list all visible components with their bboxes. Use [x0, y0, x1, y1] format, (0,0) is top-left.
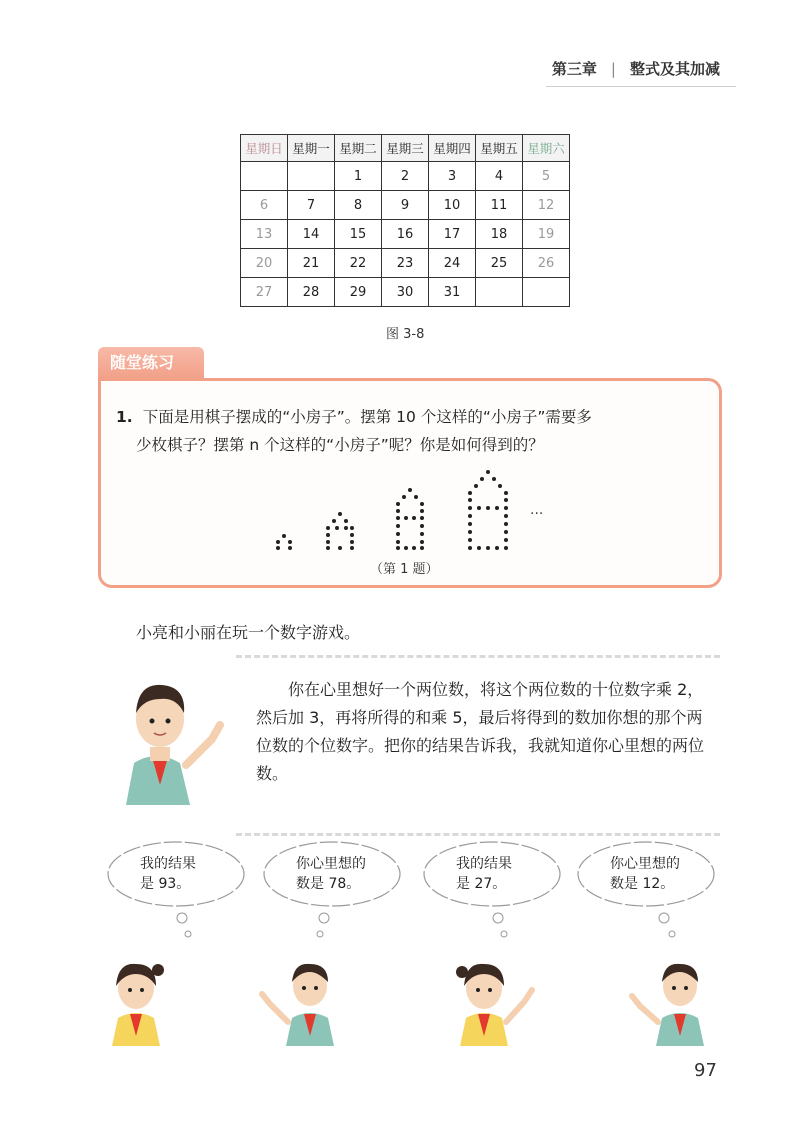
question-text-line1: 下面是用棋子摆成的“小房子”。摆第 10 个这样的“小房子”需要多: [142, 408, 592, 426]
calendar-row: [241, 278, 570, 307]
bubble-text-line1: 我的结果: [456, 856, 512, 872]
calendar-cell: [523, 278, 570, 307]
calendar-header-cell: 星期一: [288, 135, 335, 162]
intro-text: 小亮和小丽在玩一个数字游戏。: [136, 623, 361, 642]
calendar-cell: [241, 162, 288, 191]
calendar-cell: 11: [476, 191, 523, 220]
house-1: [276, 534, 292, 550]
calendar-header-row: [241, 135, 570, 162]
bubble-text-line2: 数是 78。: [296, 876, 361, 892]
boy-speech: 你在心里想好一个两位数，将这个两位数的十位数字乘 2，然后加 3，再将所得的和乘 5，最后将得到的数加你想的那个两位数的个位数字。把你的结果告诉我，我就知道你心里想的两位数。: [256, 680, 705, 783]
calendar-cell: 21: [288, 249, 335, 278]
bubble-text-line1: 你心里想的: [610, 856, 680, 872]
calendar-cell: 31: [429, 278, 476, 307]
header-rule: [546, 86, 736, 87]
calendar-cell: 25: [476, 249, 523, 278]
calendar-cell: 3: [429, 162, 476, 191]
page-number: 97: [694, 1060, 717, 1081]
bubble-text-line2: 数是 12。: [610, 876, 675, 892]
calendar-cell: 30: [382, 278, 429, 307]
calendar-header-cell: 星期五: [476, 135, 523, 162]
thought-bubble-2: [260, 838, 410, 910]
calendar-cell: 18: [476, 220, 523, 249]
boy-illustration: [116, 665, 240, 805]
page-header: 第三章 | 整式及其加减: [552, 58, 720, 79]
calendar-table: [240, 134, 570, 307]
calendar-cell: 10: [429, 191, 476, 220]
question-1: [116, 403, 706, 459]
calendar-cell: 13: [241, 220, 288, 249]
calendar-cell: 16: [382, 220, 429, 249]
chess-houses-figure: [272, 468, 562, 558]
calendar-cell: 4: [476, 162, 523, 191]
calendar-header-cell: 星期日: [241, 135, 288, 162]
thought-bubble-1: [104, 838, 254, 910]
calendar-cell: 14: [288, 220, 335, 249]
question-number: 1.: [116, 408, 133, 426]
thought-bubble-3: [420, 838, 570, 910]
calendar-cell: 5: [523, 162, 570, 191]
houses-svg: [272, 468, 562, 558]
bubble-text-line2: 是 27。: [456, 876, 507, 892]
calendar-row: [241, 162, 570, 191]
calendar-cell: 23: [382, 249, 429, 278]
bubble-text-line1: 你心里想的: [296, 856, 366, 872]
question-caption: （第 1 题）: [370, 562, 439, 577]
calendar-cell: 1: [335, 162, 382, 191]
calendar-cell: 17: [429, 220, 476, 249]
dashed-divider-top: [236, 655, 720, 658]
calendar-header-cell: 星期二: [335, 135, 382, 162]
houses-ellipsis: ···: [530, 506, 544, 522]
girl-illustration-1: [100, 950, 200, 1046]
boy-illustration-1: [256, 950, 356, 1046]
calendar-cell: 20: [241, 249, 288, 278]
exercise-tab: 随堂练习: [98, 347, 204, 379]
calendar-cell: 24: [429, 249, 476, 278]
calendar-cell: 15: [335, 220, 382, 249]
calendar-cell: 26: [523, 249, 570, 278]
calendar-row: [241, 249, 570, 278]
calendar-cell: 27: [241, 278, 288, 307]
calendar-cell: 29: [335, 278, 382, 307]
boy-svg: [116, 665, 240, 805]
calendar-cell: 22: [335, 249, 382, 278]
calendar-cell: 2: [382, 162, 429, 191]
boy-illustration-2: [626, 950, 726, 1046]
dashed-divider-bottom: [236, 833, 720, 836]
calendar-cell: [476, 278, 523, 307]
calendar-cell: 7: [288, 191, 335, 220]
house-3: [396, 488, 424, 550]
calendar-cell: 12: [523, 191, 570, 220]
calendar-cell: 8: [335, 191, 382, 220]
calendar-header-cell: 星期三: [382, 135, 429, 162]
calendar-header-cell: 星期六: [523, 135, 570, 162]
chapter-title: 整式及其加减: [629, 60, 720, 78]
calendar-cell: 9: [382, 191, 429, 220]
calendar-cell: 19: [523, 220, 570, 249]
calendar-header-cell: 星期四: [429, 135, 476, 162]
bubble-text-line1: 我的结果: [140, 856, 196, 872]
chapter-label: 第三章: [551, 60, 597, 78]
bubble-text-line2: 是 93。: [140, 876, 191, 892]
calendar-row: [241, 191, 570, 220]
figure-caption: 图 3-8: [386, 327, 425, 342]
thought-bubble-4: [574, 838, 724, 910]
calendar-row: [241, 220, 570, 249]
girl-illustration-2: [448, 950, 548, 1046]
question-text-line2: 少枚棋子？摆第 n 个这样的“小房子”呢？你是如何得到的？: [136, 436, 544, 454]
house-2: [326, 512, 354, 550]
calendar-cell: 28: [288, 278, 335, 307]
house-4: [468, 470, 508, 550]
calendar-cell: [288, 162, 335, 191]
calendar-cell: 6: [241, 191, 288, 220]
